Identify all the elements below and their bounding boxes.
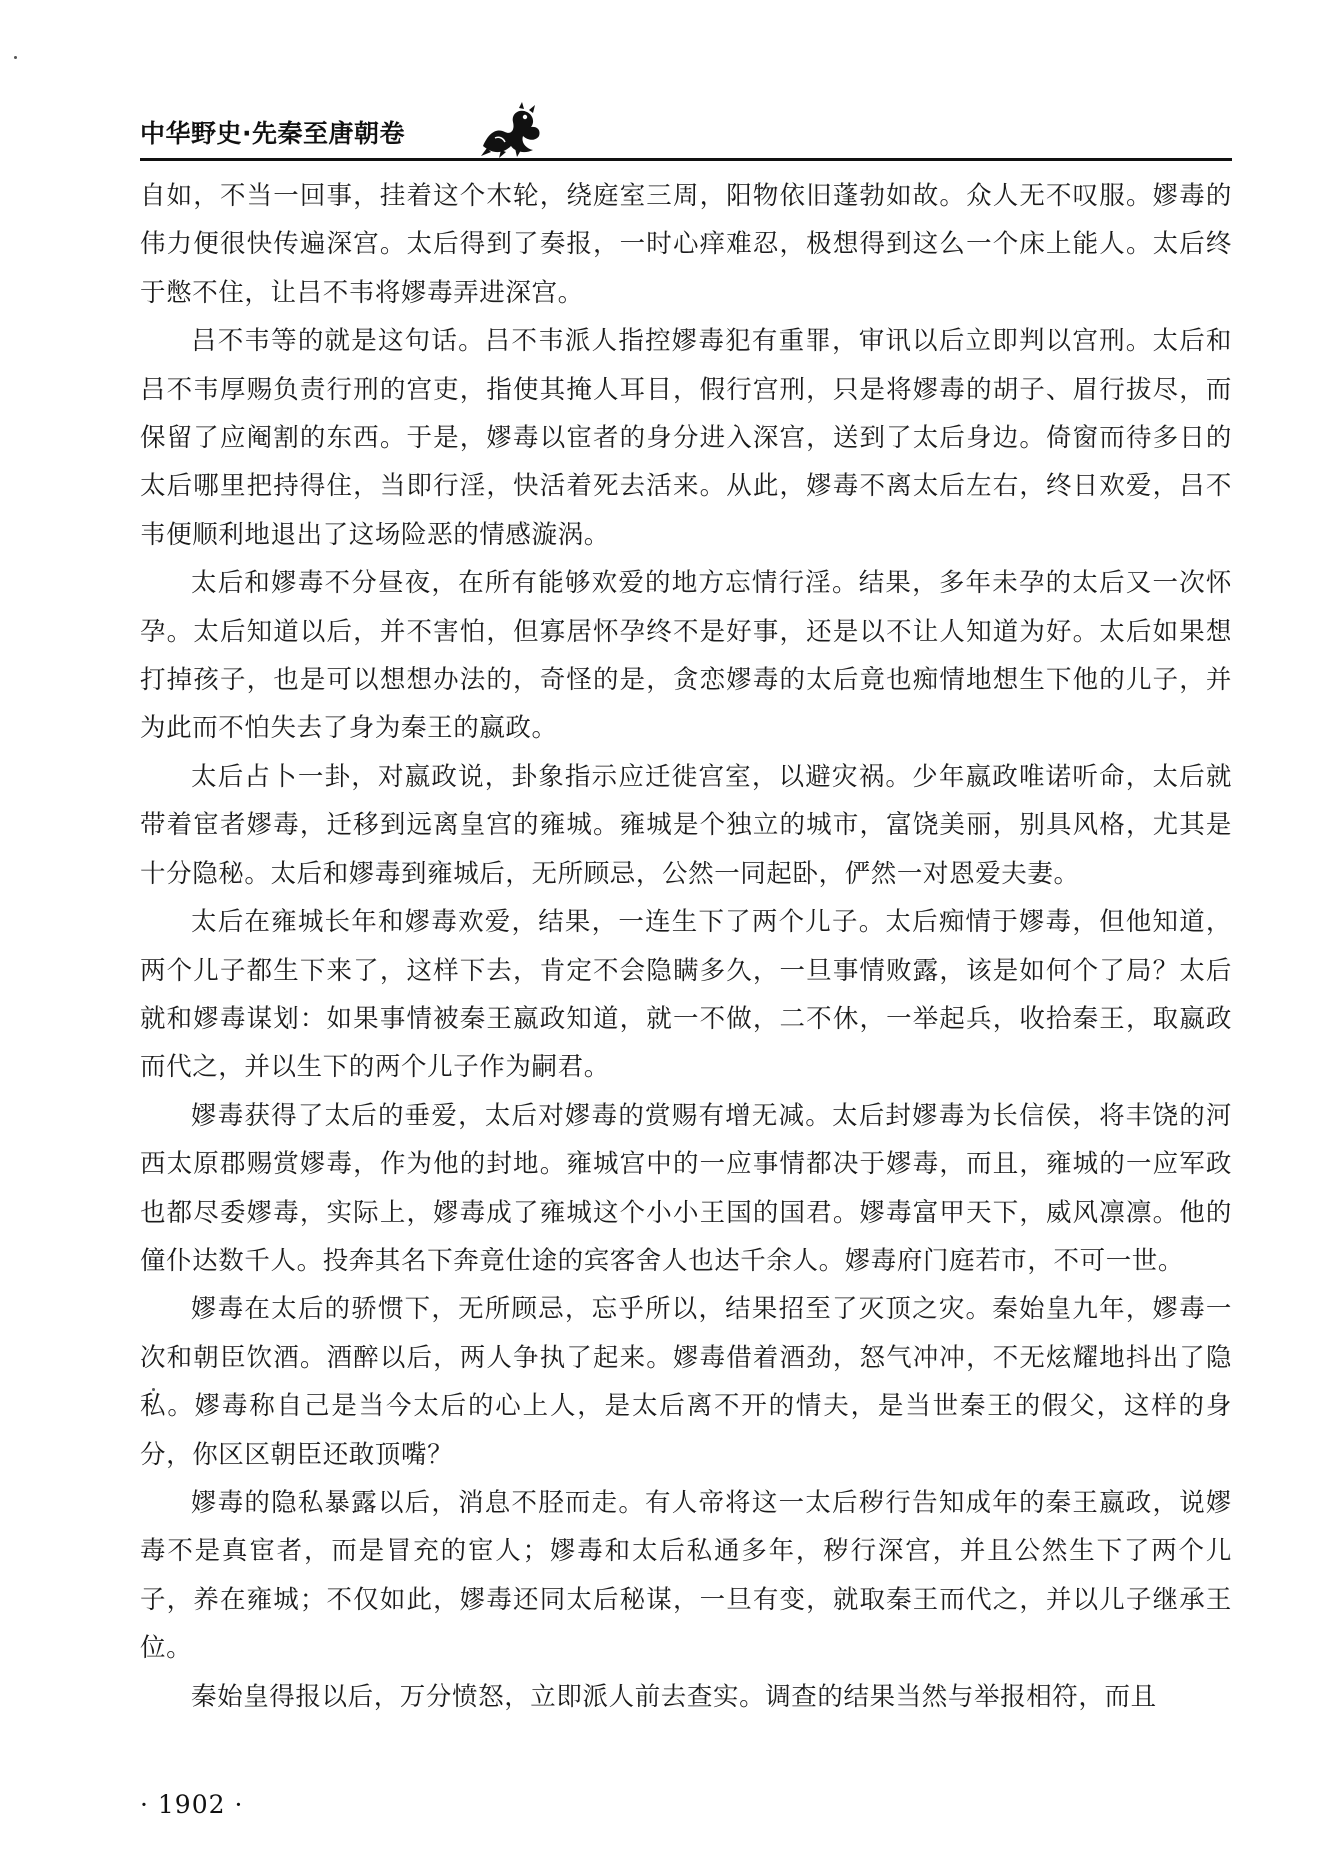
paragraph: 太后和嫪毒不分昼夜，在所有能够欢爱的地方忘情行淫。结果，多年未孕的太后又一次怀孕。太后知道以后，并不害怕，但寡居怀孕终不是好事，还是以不让人知道为好。太后如果想打掉孩子，也是可以想想办法的，奇怪的是，贪恋嫪毒的太后竟也痴情地想生下他的儿子，并为此而不怕失去了身为秦王的嬴政。 [140,568,1232,744]
paragraph: 嫪毒的隐私暴露以后，消息不胫而走。有人帝将这一太后秽行告知成年的秦王嬴政，说嫪毒不是真宦者，而是冒充的宦人；嫪毒和太后私通多年，秽行深宫，并且公然生下了两个儿子，养在雍城；不仅如此，嫪毒还同太后秘谋，一旦有变，就取秦王而代之，并以儿子继承王位。 [140,1487,1232,1664]
dragon-emblem-icon [475,102,547,160]
paragraph: 太后占卜一卦，对嬴政说，卦象指示应迁徙宫室，以避灾祸。少年嬴政唯诺听命，太后就带着宦者嫪毒，迁移到远离皇宫的雍城。雍城是个独立的城市，富饶美丽，别具风格，尤其是十分隐秘。太后和嫪毒到雍城后，无所顾忌，公然一同起卧，俨然一对恩爱夫妻。 [140,761,1232,889]
paragraph: 吕不韦等的就是这句话。吕不韦派人指控嫪毒犯有重罪，审讯以后立即判以宫刑。太后和吕不韦厚赐负责行刑的宫吏，指使其掩人耳目，假行宫刑，只是将嫪毒的胡子、眉行拔尽，而保留了应阉割的东西。于是，嫪毒以宦者的身分进入深宫，送到了太后身边。倚窗而待多日的太后哪里把持得住，当即行淫，快活着死去活来。从此，嫪毒不离太后左右，终日欢爱，吕不韦便顺利地退出了这场险恶的情感漩涡。 [140,326,1232,550]
paragraph: 自如，不当一回事，挂着这个木轮，绕庭室三周，阳物依旧蓬勃如故。众人无不叹服。嫪毒的伟力便很快传遍深宫。太后得到了奏报，一时心痒难忍，极想得到这么一个床上能人。太后终于憋不住，让吕不韦将嫪毒弄进深宫。 [140,181,1232,308]
header-divider [140,158,1232,161]
paragraph: 嫪毒获得了太后的垂爱，太后对嫪毒的赏赐有增无减。太后封嫪毒为长信侯，将丰饶的河西太原郡赐赏嫪毒，作为他的封地。雍城宫中的一应事情都决于嫪毒，而且，雍城的一应军政也都尽委嫪毒，实际上，嫪毒成了雍城这个小小王国的国君。嫪毒富甲天下，威风凛凛。他的僮仆达数千人。投奔其名下奔竟仕途的宾客舍人也达千余人。嫪毒府门庭若市，不可一世。 [140,1100,1232,1276]
page-number: · 1902 · [140,1790,244,1819]
running-header [140,110,1240,158]
paragraph: 太后在雍城长年和嫪毒欢爱，结果，一连生下了两个儿子。太后痴情于嫪毒，但他知道，两个儿子都生下来了，这样下去，肯定不会隐瞒多久，一旦事情败露，该是如何个了局？太后就和嫪毒谋划：如果事情被秦王嬴政知道，就一不做，二不休，一举起兵，收拾秦王，取嬴政而代之，并以生下的两个儿子作为嗣君。 [140,907,1232,1083]
scan-speck [152,1388,155,1391]
paragraph: 嫪毒在太后的骄惯下，无所顾忌，忘乎所以，结果招至了灭顶之灾。秦始皇九年，嫪毒一次和朝臣饮酒。酒醉以后，两人争执了起来。嫪毒借着酒劲，怒气冲冲，不无炫耀地抖出了隐私。嫪毒称自己是当今太后的心上人，是太后离不开的情夫，是当世秦王的假父，这样的身分，你区区朝臣还敢顶嘴？ [140,1294,1232,1470]
book-series-title: 中华野史·先秦至唐朝卷 [140,119,405,148]
scan-speck [14,56,17,59]
paragraph: 秦始皇得报以后，万分愤怒，立即派人前去查实。调查的结果当然与举报相符，而且 [191,1681,1157,1712]
body-text [140,172,1232,1721]
